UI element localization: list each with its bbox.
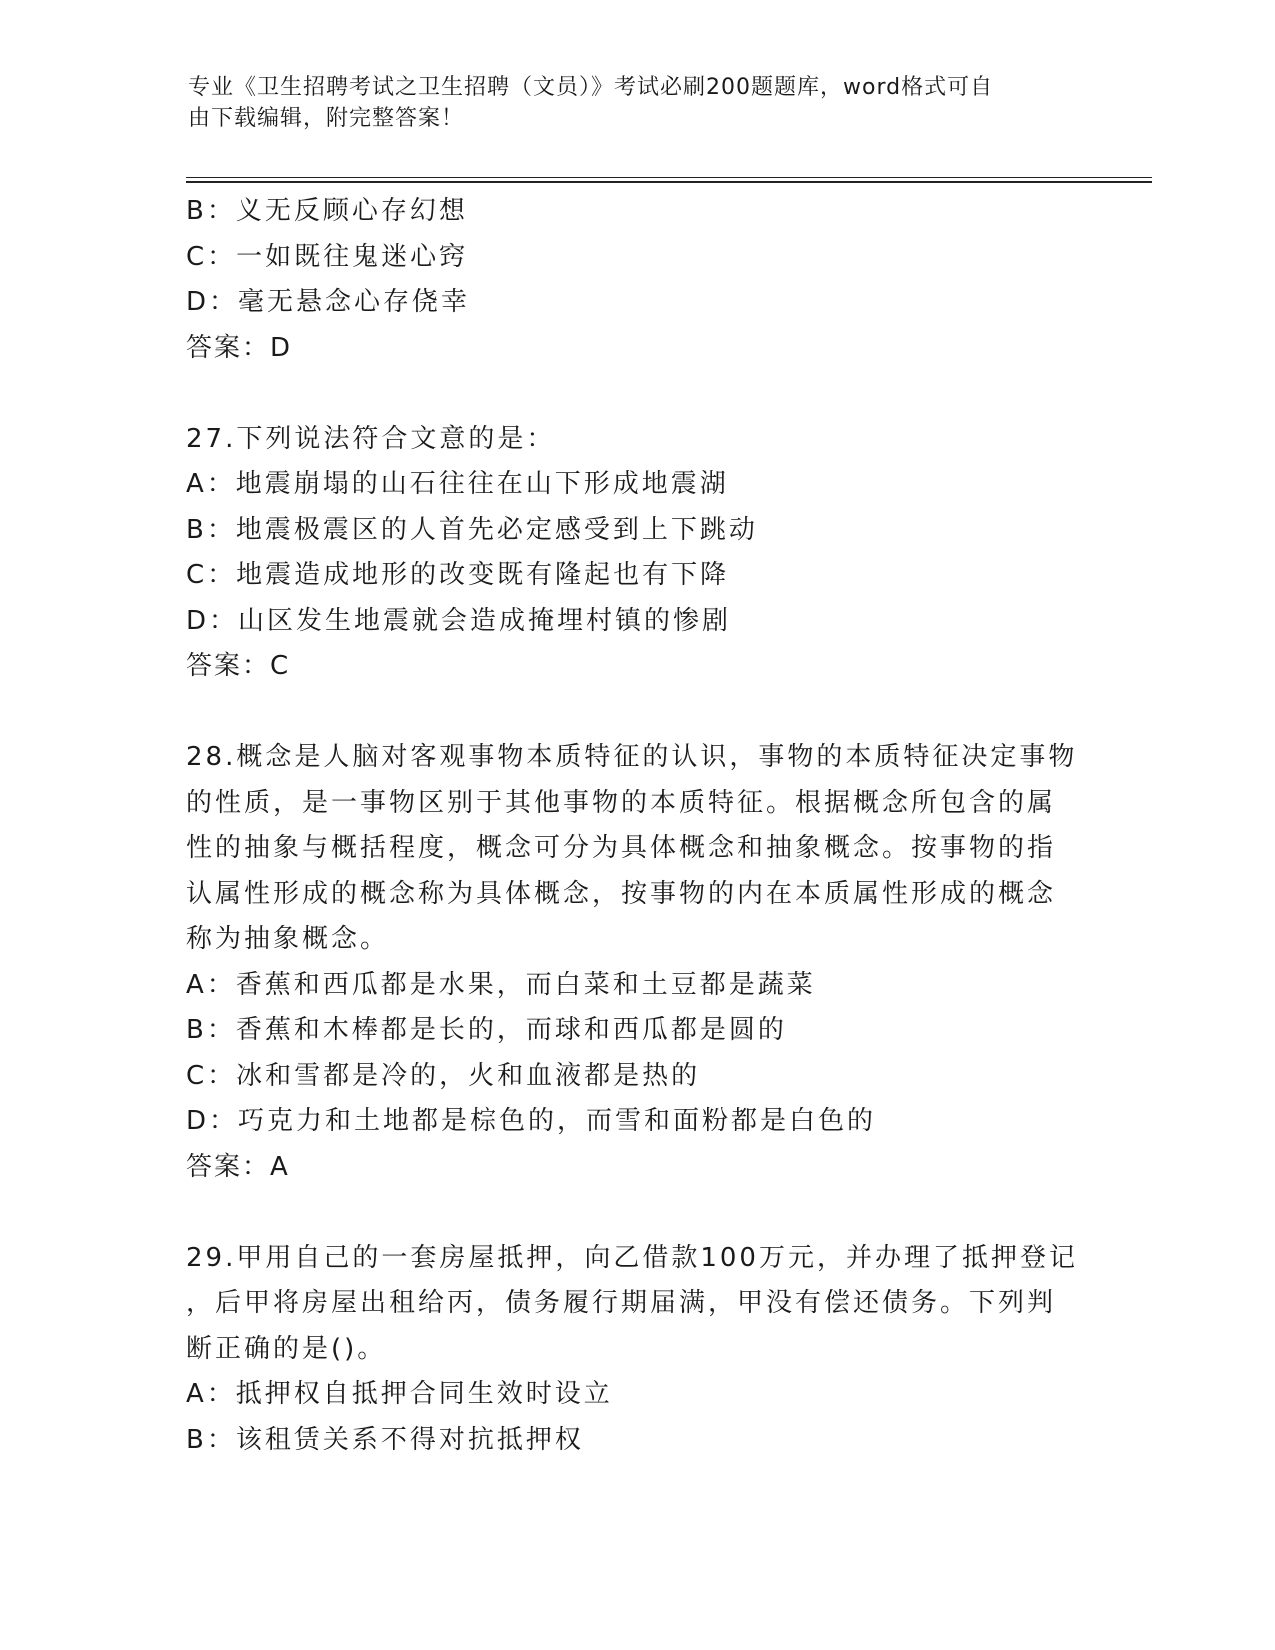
option-c: C：一如既往鬼迷心窍 — [186, 241, 469, 272]
header-divider-thick — [186, 181, 1152, 183]
question-stem: 27.下列说法符合文意的是： — [186, 423, 556, 454]
spacer — [186, 371, 1086, 417]
question-stem: 断正确的是()。 — [186, 1333, 387, 1364]
question-stem: 称为抽象概念。 — [186, 924, 390, 954]
option-d: D：毫无悬念心存侥幸 — [186, 287, 471, 317]
answer-line: 答案：C — [186, 651, 291, 681]
spacer — [186, 690, 1086, 736]
option-a: A：香蕉和西瓜都是水果，而白菜和土豆都是蔬菜 — [186, 969, 816, 1000]
header-line-2: 由下载编辑，附完整答案！ — [188, 106, 465, 131]
question-stem: 的性质，是一事物区别于其他事物的本质特征。根据概念所包含的属 — [186, 787, 1057, 818]
header-divider-thin — [186, 177, 1152, 178]
option-c: C：地震造成地形的改变既有隆起也有下降 — [186, 560, 730, 590]
question-stem: 性的抽象与概括程度，概念可分为具体概念和抽象概念。按事物的指 — [186, 833, 1057, 863]
document-body — [186, 189, 1086, 1463]
question-stem: 28.概念是人脑对客观事物本质特征的认识，事物的本质特征决定事物 — [186, 742, 1078, 772]
question-26-continued — [186, 189, 1086, 371]
question-29 — [186, 1236, 1086, 1464]
question-28 — [186, 735, 1086, 1190]
answer-line: 答案：D — [186, 332, 293, 363]
option-d: D：巧克力和土地都是棕色的，而雪和面粉都是白色的 — [186, 1106, 877, 1136]
document-header — [188, 72, 1068, 134]
question-stem: 认属性形成的概念称为具体概念，按事物的内在本质属性形成的概念 — [186, 878, 1057, 909]
option-b: B：该租赁关系不得对抗抵押权 — [186, 1424, 584, 1455]
question-stem: 29.甲用自己的一套房屋抵押，向乙借款100万元，并办理了抵押登记 — [186, 1242, 1078, 1273]
option-b: B：义无反顾心存幻想 — [186, 196, 468, 226]
option-c: C：冰和雪都是冷的，火和血液都是热的 — [186, 1060, 701, 1091]
option-a: A：地震崩塌的山石往往在山下形成地震湖 — [186, 469, 729, 499]
question-27 — [186, 417, 1086, 690]
option-a: A：抵押权自抵押合同生效时设立 — [186, 1379, 613, 1409]
option-b: B：地震极震区的人首先必定感受到上下跳动 — [186, 514, 758, 545]
answer-line: 答案：A — [186, 1151, 290, 1182]
spacer — [186, 1190, 1086, 1236]
header-line-1: 专业《卫生招聘考试之卫生招聘（文员）》考试必刷200题题库，word格式可自 — [188, 75, 994, 100]
option-d: D：山区发生地震就会造成掩埋村镇的惨剧 — [186, 605, 732, 636]
question-stem: ，后甲将房屋出租给丙，债务履行期届满，甲没有偿还债务。下列判 — [186, 1288, 1057, 1318]
option-b: B：香蕉和木棒都是长的，而球和西瓜都是圆的 — [186, 1015, 787, 1045]
